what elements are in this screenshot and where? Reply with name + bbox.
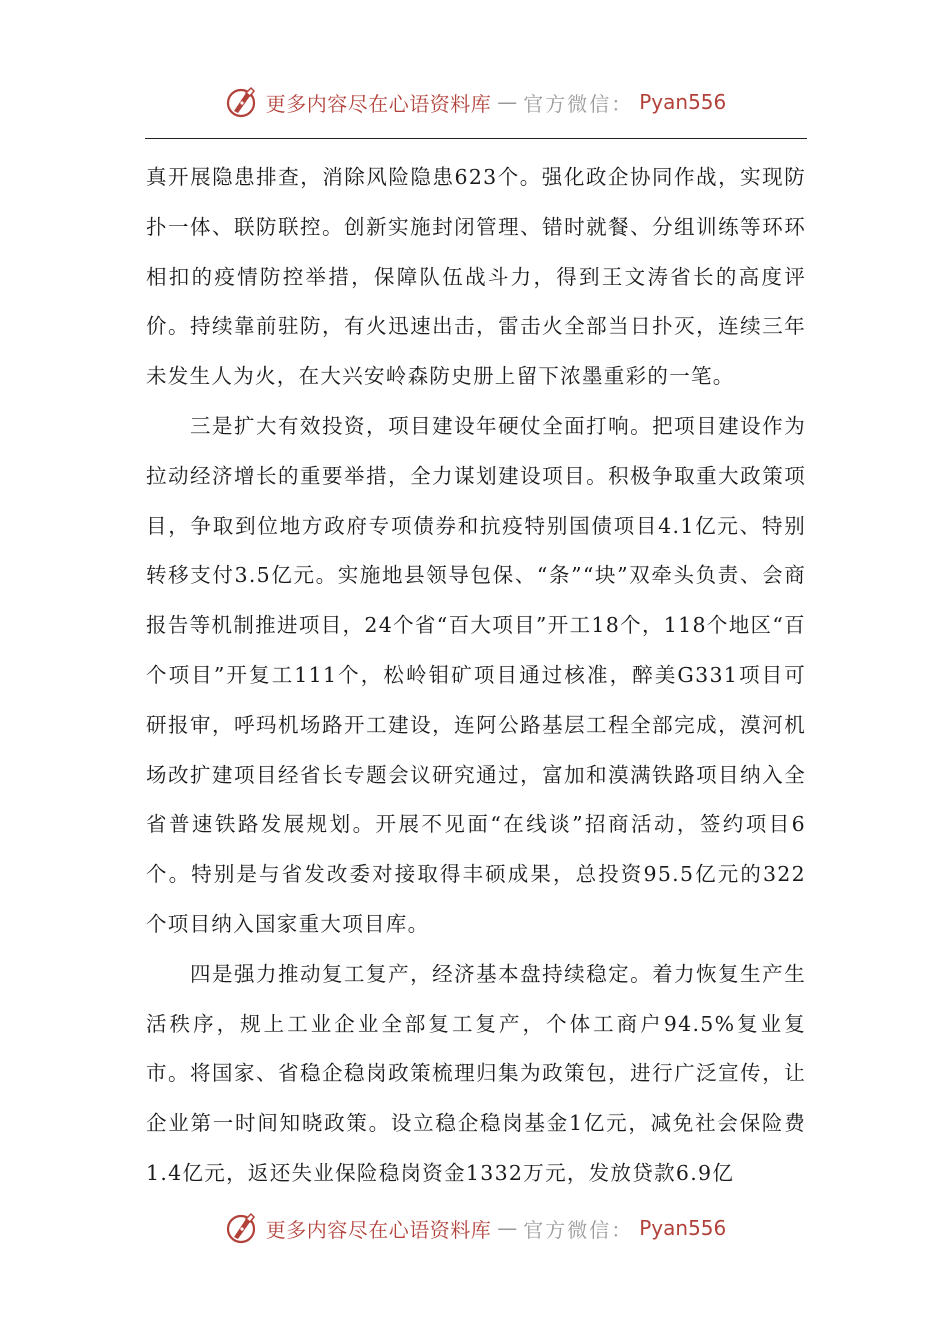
pen-nib-circle-icon — [224, 1210, 260, 1246]
footer-wechat-label: 官方微信： — [523, 1217, 634, 1242]
paragraph-3: 四是强力推动复工复产，经济基本盘持续稳定。着力恢复生产生活秩序，规上工业企业全部复工复产，个体工商户94.5%复业复市。将国家、省稳企稳岗政策梳理归集为政策包，进行广泛宣传，让企业第一时间知晓政策。设立稳企稳岗基金1亿元，减免社会保险费1.4亿元，返还失业保险稳岗资金1332万元，发放贷款6.9亿 — [146, 961, 806, 1185]
header-wechat-handle: Pyan556 — [639, 90, 727, 114]
header-site-name: 更多内容尽在心语资料库 — [265, 91, 492, 116]
page-footer-banner — [0, 1208, 950, 1248]
pen-nib-circle-icon — [224, 84, 260, 120]
footer-site-name: 更多内容尽在心语资料库 — [265, 1217, 492, 1242]
header-separator: — — [497, 90, 518, 114]
footer-separator: — — [497, 1216, 518, 1240]
page-header-banner — [0, 82, 950, 122]
paragraph-2: 三是扩大有效投资，项目建设年硬仗全面打响。把项目建设作为拉动经济增长的重要举措，全力谋划建设项目。积极争取重大政策项目，争取到位地方政府专项债券和抗疫特别国债项目4.1亿元、特别转移支付3.5亿元。实施地县领导包保、“条”“块”双牵头负责、会商报告等机制推进项目，24个省“百大项目”开工18个，118个地区“百个项目”开复工111个，松岭钼矿项目通过核准，醉美G331项目可研报审，呼玛机场路开工建设，连阿公路基层工程全部完成，漠河机场改扩建项目经省长专题会议研究通过，富加和漠满铁路项目纳入全省普速铁路发展规划。开展不见面“在线谈”招商活动，签约项目6个。特别是与省发改委对接取得丰硕成果，总投资95.5亿元的322个项目纳入国家重大项目库。 — [146, 413, 806, 936]
header-wechat-label: 官方微信： — [523, 91, 634, 116]
paragraph-1: 真开展隐患排查，消除风险隐患623个。强化政企协同作战，实现防扑一体、联防联控。创新实施封闭管理、错时就餐、分组训练等环环相扣的疫情防控举措，保障队伍战斗力，得到王文涛省长的高度评价。持续靠前驻防，有火迅速出击，雷击火全部当日扑灭，连续三年未发生人为火，在大兴安岭森防史册上留下浓墨重彩的一笔。 — [146, 165, 806, 389]
header-divider — [145, 138, 807, 139]
document-body — [146, 153, 806, 1199]
footer-wechat-handle: Pyan556 — [639, 1216, 727, 1240]
